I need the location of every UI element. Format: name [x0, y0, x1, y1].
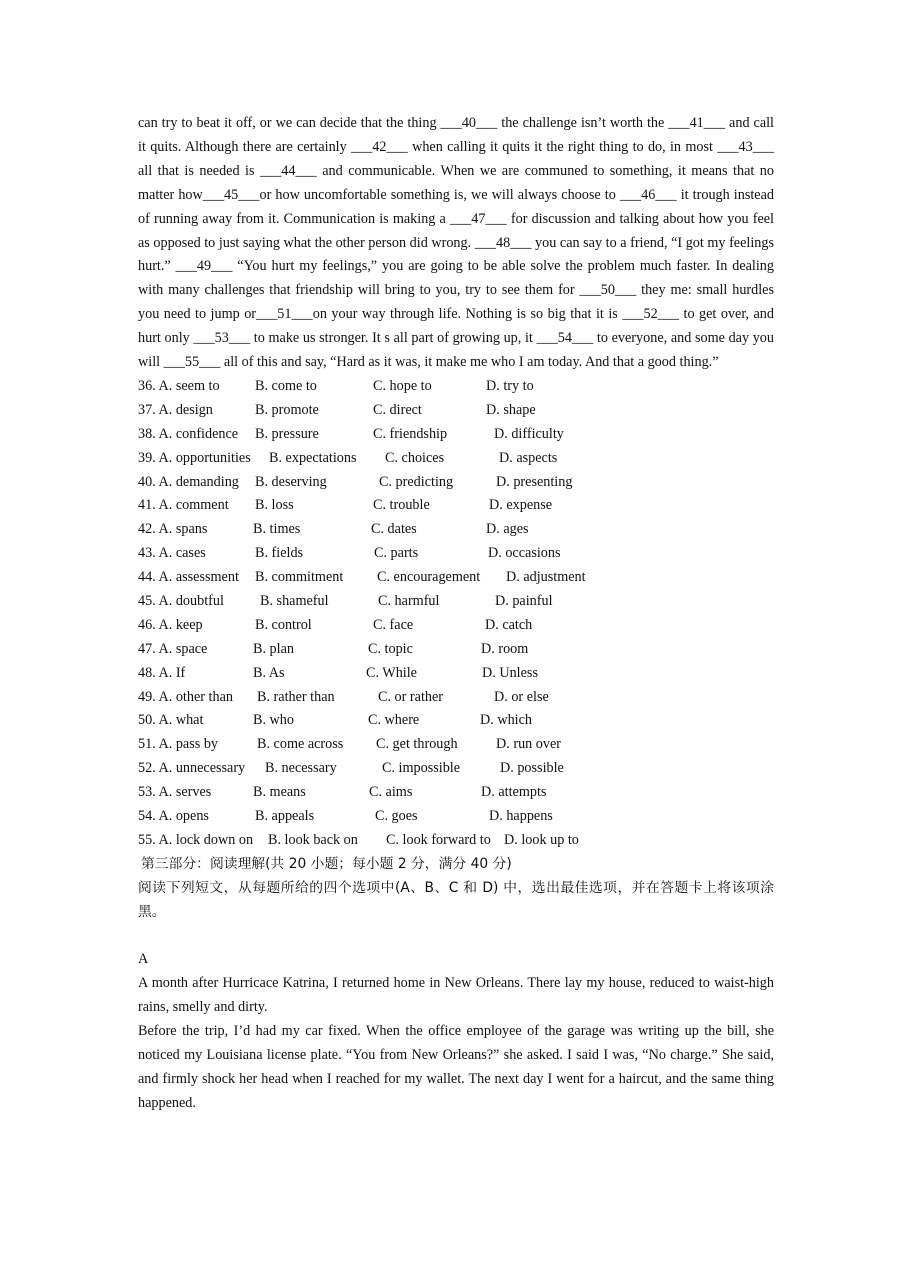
option-a: 37. A. design [138, 401, 213, 418]
option-c: C. While [366, 664, 417, 681]
document-page [138, 112, 774, 1116]
option-row [138, 447, 774, 471]
option-d: D. attempts [481, 784, 547, 801]
option-b: B. who [253, 712, 294, 729]
option-row [138, 423, 774, 447]
option-b: B. look back on [268, 831, 358, 848]
option-b: B. appeals [255, 808, 315, 824]
option-b: B. necessary [265, 760, 337, 777]
option-d: D. painful [495, 592, 553, 609]
option-c: C. get through [376, 736, 458, 753]
option-d: D. look up to [504, 831, 579, 848]
option-row [138, 375, 774, 399]
option-c: C. friendship [373, 425, 448, 442]
option-c: C. encouragement [377, 569, 481, 586]
option-b: B. times [253, 521, 301, 538]
option-a: 44. A. assessment [138, 569, 239, 586]
option-row [138, 471, 774, 495]
option-a: 38. A. confidence [138, 425, 239, 442]
passage-paragraph: A month after Hurricace Katrina, I returned home in New Orleans. There lay my house, reduced to waist-high rains, smelly and dirty. [138, 975, 774, 1016]
option-c: C. hope to [373, 377, 432, 394]
option-d: D. expense [489, 497, 553, 514]
option-b: B. loss [255, 497, 294, 514]
option-row [138, 733, 774, 757]
cloze-passage: can try to beat it off, or we can decide that the thing ___40___ the challenge isn’t worth the ___41___ and call it quits. Although there are certainly ___42___ when calling it quits it the right thing to do, in most ___43___ all that is needed is ___44___ and communicable. When we are communed to something, it means that no matter how___45___or how uncomfortable something is, we will always choose to ___46___ it trough instead of running away from it. Communication is making a ___47___ for discussion and talking about how you feel as opposed to just saying what the other person did wrong. ___48___ you can say to a friend, “I got my feelings hurt.” ___49___ “You hurt my feelings,” you are going to be able solve the problem much faster. In dealing with many challenges that friendship will bring to you, try to see them for ___50___ they me: small hurdles you need to jump or___51___on your way through life. Nothing is so big that it is ___52___ to get over, and hurt only ___53___ to make us stronger. It s all part of growing up, it ___54___ to everyone, and some day you will ___55___ all of this and say, “Hard as it was, it make me who I am today. And that a good thing.” [138, 115, 774, 371]
option-b: B. commitment [255, 569, 344, 586]
option-c: C. harmful [378, 592, 440, 609]
option-b: B. come to [255, 377, 317, 394]
passage-label: A [138, 951, 149, 968]
option-d: D. adjustment [506, 569, 586, 586]
passage-paragraph: Before the trip, I’d had my car fixed. When the office employee of the garage was writing up the bill, she noticed my Louisiana license plate. “You from New Orleans?” she asked. I said I was, “No charge.” She said, and firmly shock her head when I reached for my wallet. The next day I went for a haircut, and the same thing happened. [138, 1023, 774, 1111]
option-c: C. parts [374, 545, 419, 562]
option-c: C. trouble [373, 497, 430, 514]
option-row [138, 542, 774, 566]
option-b: B. plan [253, 640, 294, 657]
option-b: B. expectations [269, 449, 357, 466]
option-a: 50. A. what [138, 712, 204, 729]
option-row [138, 494, 774, 518]
option-row [138, 829, 774, 853]
option-b: B. As [253, 664, 285, 681]
section-heading: 第三部分：阅读理解(共 20 小题；每小题 2 分，满分 40 分) [141, 855, 512, 872]
option-row [138, 566, 774, 590]
option-c: C. dates [371, 521, 417, 538]
option-a: 52. A. unnecessary [138, 760, 246, 777]
option-b: B. means [253, 784, 306, 801]
option-c: C. topic [368, 640, 413, 657]
option-c: C. where [368, 712, 420, 729]
option-d: D. ages [486, 521, 529, 538]
option-a: 36. A. seem to [138, 377, 220, 394]
option-row [138, 638, 774, 662]
option-d: D. run over [496, 736, 562, 753]
option-b: B. promote [255, 401, 319, 418]
option-d: D. aspects [499, 449, 558, 466]
option-b: B. control [255, 616, 312, 633]
section-instruction: 阅读下列短文，从每题所给的四个选项中(A、B、C 和 D) 中，选出最佳选项，并在答题卡上将该项涂黑。 [138, 879, 774, 920]
option-a: 40. A. demanding [138, 473, 239, 490]
option-c: C. choices [385, 449, 445, 466]
option-c: C. goes [375, 808, 418, 824]
option-d: D. or else [494, 688, 549, 705]
option-c: C. face [373, 616, 414, 633]
option-b: B. deserving [255, 473, 327, 490]
spacer [138, 925, 774, 949]
option-b: B. fields [255, 545, 304, 562]
option-row [138, 590, 774, 614]
option-d: D. difficulty [494, 425, 564, 442]
option-a: 46. A. keep [138, 616, 203, 633]
option-row [138, 781, 774, 805]
option-a: 43. A. cases [138, 545, 206, 562]
option-a: 51. A. pass by [138, 736, 219, 753]
option-d: D. shape [486, 401, 536, 418]
option-a: 49. A. other than [138, 688, 233, 705]
option-d: D. possible [500, 760, 564, 777]
option-row [138, 614, 774, 638]
option-d: D. which [480, 712, 533, 729]
option-a: 41. A. comment [138, 497, 229, 514]
option-c: C. or rather [378, 688, 444, 705]
option-c: C. aims [369, 784, 413, 801]
option-a: 55. A. lock down on [138, 831, 254, 848]
option-a: 53. A. serves [138, 784, 212, 801]
option-row [138, 805, 774, 829]
option-b: B. rather than [257, 688, 335, 705]
option-d: D. happens [489, 808, 553, 824]
option-b: B. pressure [255, 425, 319, 442]
option-a: 48. A. If [138, 664, 186, 681]
option-row [138, 399, 774, 423]
option-d: D. try to [486, 377, 534, 394]
option-c: C. impossible [382, 760, 461, 777]
option-row [138, 686, 774, 710]
option-d: D. Unless [482, 664, 538, 681]
option-row [138, 709, 774, 733]
option-a: 54. A. opens [138, 808, 209, 824]
option-d: D. catch [485, 616, 533, 633]
option-d: D. presenting [496, 473, 573, 490]
option-a: 42. A. spans [138, 521, 208, 538]
option-a: 39. A. opportunities [138, 449, 251, 466]
option-c: C. direct [373, 401, 422, 418]
option-d: D. room [481, 640, 529, 657]
option-d: D. occasions [488, 545, 561, 562]
option-c: C. predicting [379, 473, 454, 490]
options-list [138, 375, 774, 853]
option-row [138, 662, 774, 686]
option-a: 47. A. space [138, 640, 208, 657]
option-b: B. come across [257, 736, 344, 753]
option-a: 45. A. doubtful [138, 592, 224, 609]
option-row [138, 518, 774, 542]
option-c: C. look forward to [386, 831, 491, 848]
option-row [138, 757, 774, 781]
option-b: B. shameful [260, 592, 329, 609]
